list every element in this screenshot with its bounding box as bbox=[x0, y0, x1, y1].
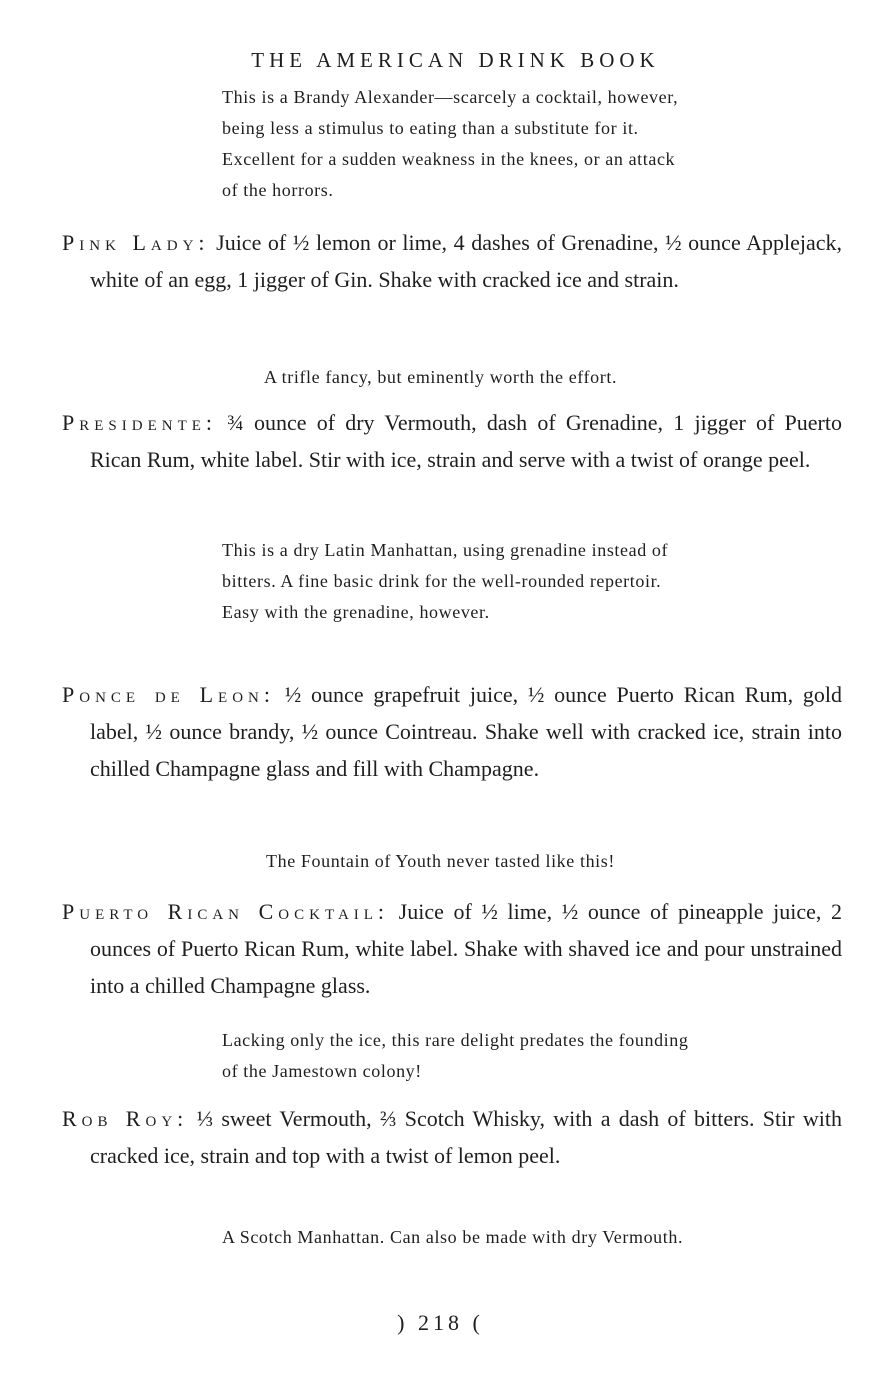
recipe-name: Pink Lady: bbox=[62, 230, 210, 255]
recipe-note: Lacking only the ice, this rare delight predates the founding of the Jamestown colony! bbox=[222, 1030, 689, 1081]
recipe-name: Presidente: bbox=[62, 410, 218, 435]
recipe-note: A Scotch Manhattan. Can also be made with dry Vermouth. bbox=[222, 1227, 684, 1247]
recipe-name: Ponce de Leon: bbox=[62, 682, 275, 707]
recipe-text: Juice of ½ lemon or lime, 4 dashes of Grenadine, ½ ounce Applejack, white of an egg, 1 jigger of Gin. Shake with cracked ice and strain. bbox=[90, 230, 842, 292]
recipe-text: ¾ ounce of dry Vermouth, dash of Grenadine, 1 jigger of Puerto Rican Rum, white label. Stir with ice, strain and serve with a twist of orange peel. bbox=[90, 410, 842, 472]
intro-note: This is a Brandy Alexander—scarcely a cocktail, however, being less a stimulus to eating than a substitute for it. Excellent for a sudden weakness in the knees, or an attack of the horrors. bbox=[222, 87, 679, 200]
recipe-note: This is a dry Latin Manhattan, using grenadine instead of bitters. A fine basic drink for the well-rounded repertoir. Easy with the grenadine, however. bbox=[222, 540, 669, 622]
recipe-pink-lady bbox=[62, 224, 842, 298]
recipe-name: Rob Roy: bbox=[62, 1106, 189, 1131]
recipe-rob-roy bbox=[62, 1100, 842, 1174]
recipe-text: ⅓ sweet Vermouth, ⅔ Scotch Whisky, with a dash of bitters. Stir with cracked ice, strain and top with a twist of lemon peel. bbox=[90, 1106, 842, 1168]
recipe-ponce-de-leon bbox=[62, 676, 842, 787]
recipe-note: The Fountain of Youth never tasted like this! bbox=[266, 851, 615, 871]
recipe-note: A trifle fancy, but eminently worth the effort. bbox=[263, 367, 618, 387]
running-head: THE AMERICAN DRINK BOOK bbox=[251, 48, 660, 72]
recipe-name: Puerto Rican Cocktail: bbox=[62, 899, 390, 924]
recipe-text: Juice of ½ lime, ½ ounce of pineapple juice, 2 ounces of Puerto Rican Rum, white label. Shake with shaved ice and pour unstrained into a chilled Champagne glass. bbox=[90, 899, 842, 998]
recipe-puerto-rican-cocktail bbox=[62, 893, 842, 1004]
recipe-text: ½ ounce grapefruit juice, ½ ounce Puerto Rican Rum, gold label, ½ ounce brandy, ½ ounce Cointreau. Shake well with cracked ice, strain into chilled Champagne glass and fill with Champagne. bbox=[90, 682, 842, 781]
page-number: ) 218 ( bbox=[397, 1310, 484, 1335]
recipe-presidente bbox=[62, 404, 842, 478]
